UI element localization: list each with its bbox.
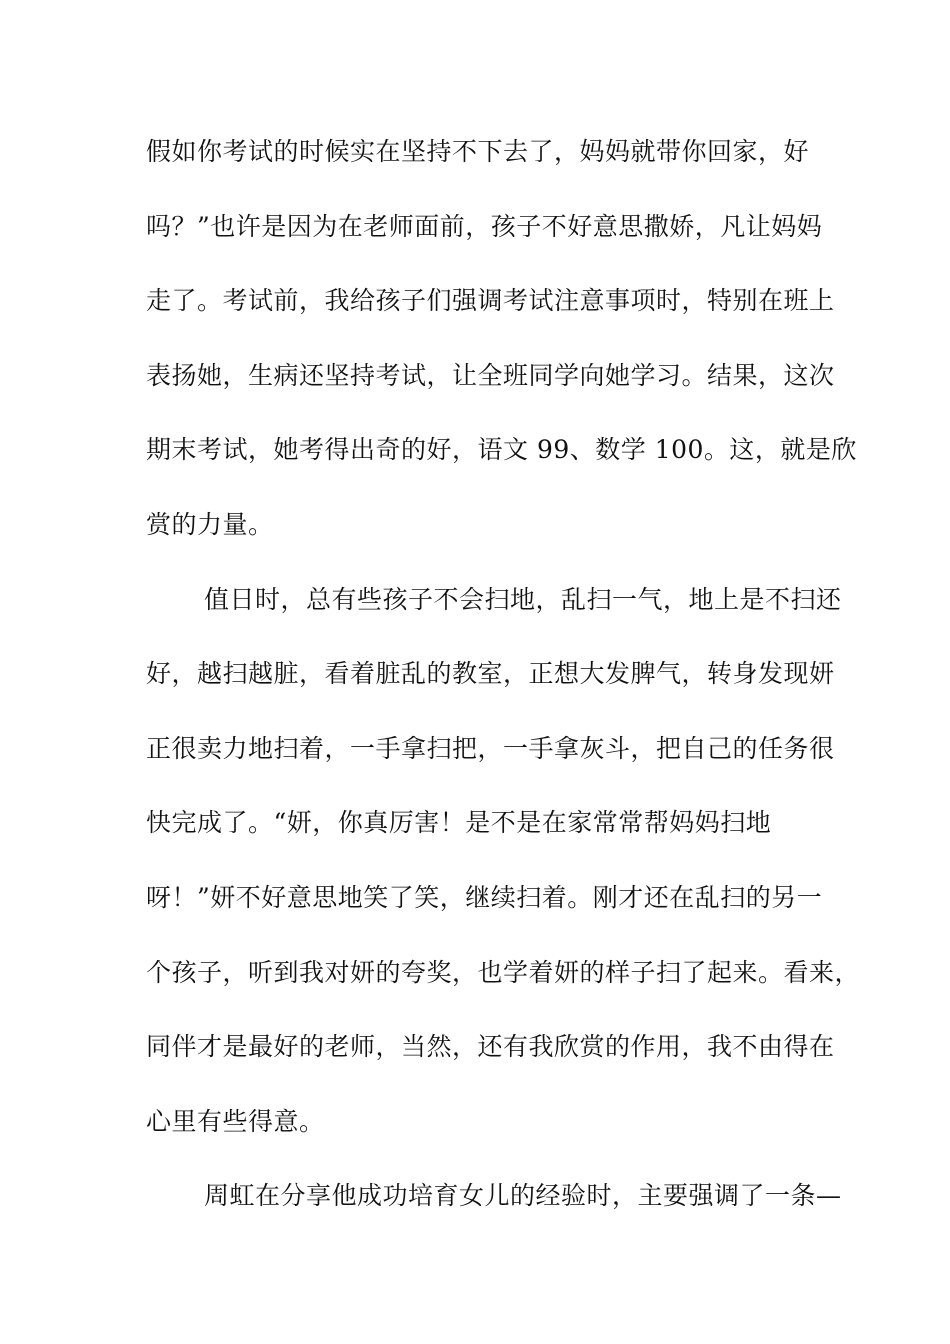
text-line: 好，越扫越脏，看着脏乱的教室，正想大发脾气，转身发现妍 [146,659,835,689]
text-line: 呀！”妍不好意思地笑了笑，继续扫着。刚才还在乱扫的另一 [146,882,823,912]
text-line: 假如你考试的时候实在坚持不下去了，妈妈就带你回家，好 [146,137,810,166]
text-line: 走了。考试前，我给孩子们强调考试注意事项时，特别在班上 [146,286,835,316]
paragraph-first-line: 周虹在分享他成功培育女儿的经验时，主要强调了一条— [204,1181,842,1211]
text-line: 表扬她，生病还坚持考试，让全班同学向她学习。结果，这次 [146,360,835,390]
text-line: 赏的力量。 [146,509,274,539]
body-text [146,132,861,1251]
paragraph-first-line: 值日时，总有些孩子不会扫地，乱扫一气，地上是不扫还 [204,584,842,614]
text-line: 快完成了。“妍，你真厉害！是不是在家常常帮妈妈扫地 [146,808,772,838]
text-line: 吗？”也许是因为在老师面前，孩子不好意思撒娇，凡让妈妈 [146,211,823,241]
text-line: 同伴才是最好的老师，当然，还有我欣赏的作用，我不由得在 [146,1032,835,1062]
text-line: 心里有些得意。 [146,1106,325,1136]
text-line: 期末考试，她考得出奇的好，语文 99、数学 100。这，就是欣 [146,435,857,465]
text-line: 个孩子，听到我对妍的夸奖，也学着妍的样子扫了起来。看来， [146,957,861,987]
text-line: 正很卖力地扫着，一手拿扫把，一手拿灰斗，把自己的任务很 [146,733,835,763]
